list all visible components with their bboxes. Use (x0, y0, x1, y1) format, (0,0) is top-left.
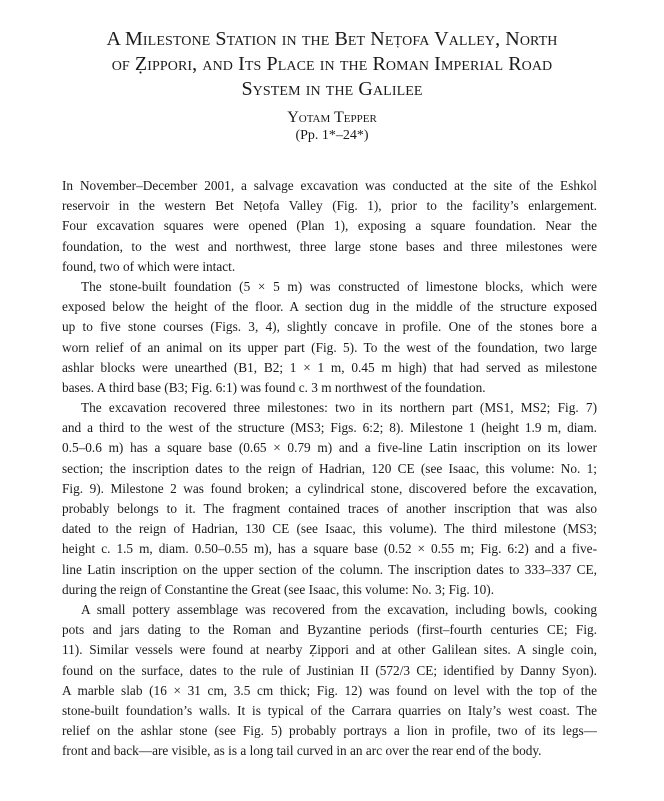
text-line: during the reign of Constantine the Great (see Isaac, this volume: No. 3; Fig. 10). (62, 581, 495, 597)
text-line: front and back—are visible, as is a long tail curved in an arc over the rear end of the body. (62, 743, 542, 759)
page-range: (Pp. 1*–24*) (295, 128, 369, 143)
text-line: Four excavation squares were opened (Plan 1), exposing a square foundation. Near the (62, 218, 597, 234)
article-body (62, 176, 597, 761)
text-line: found on the surface, dates to the rule of Justinian II (572/3 CE; identified by Danny Syon). (62, 662, 597, 678)
paragraph-1 (62, 176, 597, 277)
author-name: Yotam Tepper (287, 109, 377, 126)
text-line: up to five stone courses (Figs. 3, 4), slightly concave in profile. One of the stones bore a (62, 319, 597, 335)
text-line: A marble slab (16 × 31 cm, 3.5 cm thick; Fig. 12) was found on level with the top of the (62, 682, 597, 698)
text-line: bases. A third base (B3; Fig. 6:1) was found c. 3 m northwest of the foundation. (62, 379, 486, 395)
text-line: and a third to the west of the structure (MS3; Figs. 6:2; 8). Milestone 1 (height 1.9 m, diam. (62, 420, 597, 436)
text-line: line Latin inscription on the upper section of the column. The inscription dates to 333–337 CE, (62, 561, 597, 577)
text-line: height c. 1.5 m, diam. 0.50–0.55 m), has a square base (0.52 × 0.55 m; Fig. 6:2) and a five- (62, 541, 597, 557)
text-line: worn relief of an animal on its upper part (Fig. 5). To the west of the foundation, two large (62, 339, 597, 355)
text-line: A small pottery assemblage was recovered from the excavation, including bowls, cooking (81, 601, 597, 617)
paragraph-2 (62, 277, 597, 398)
text-line: In November–December 2001, a salvage excavation was conducted at the site of the Eshkol (62, 178, 597, 193)
text-line: The stone-built foundation (5 × 5 m) was constructed of limestone blocks, which were (81, 278, 597, 294)
text-line: reservoir in the western Bet Neṭofa Valley (Fig. 1), prior to the facility’s enlargement. (62, 198, 597, 214)
text-line: pots and jars dating to the Roman and Byzantine periods (first–fourth centuries CE; Fig. (62, 622, 597, 638)
text-line: found, two of which were intact. (62, 258, 236, 274)
paragraph-3 (62, 398, 597, 600)
text-line: foundation, to the west and northwest, three large stone bases and three milestones were (62, 238, 597, 254)
paragraph-4 (62, 600, 597, 762)
text-line: stone-built foundation’s walls. It is typical of the Carrara quarries on Italy’s west coast. The (62, 702, 597, 718)
text-line: 0.5–0.6 m) has a square base (0.65 × 0.79 m) and a five-line Latin inscription on its lower (62, 440, 597, 456)
text-line: probably belongs to it. The fragment contained traces of another inscription that was also (62, 501, 597, 516)
text-line: relief on the ashlar stone (see Fig. 5) probably portrays a lion in profile, two of its legs— (62, 723, 597, 739)
article-title (40, 27, 624, 102)
text-line: 11). Similar vessels were found at nearby Ẓippori and at other Galilean sites. A single coin, (62, 642, 597, 658)
text-line: The excavation recovered three milestones: two in its northern part (MS1, MS2; Fig. 7) (81, 400, 597, 416)
title-line: System in the Galilee (241, 78, 423, 100)
title-line: of Ẓippori, and Its Place in the Roman Imperial Road (111, 53, 553, 75)
text-line: Fig. 9). Milestone 2 was found broken; a cylindrical stone, discovered before the excavation, (62, 480, 597, 496)
title-line: A Milestone Station in the Bet Neṭofa Valley, North (106, 28, 558, 50)
text-line: section; the inscription dates to the reign of Hadrian, 120 CE (see Isaac, this volume: No. 1; (62, 460, 597, 476)
text-line: ashlar blocks were unearthed (B1, B2; 1 × 1 m, 0.45 m high) that had served as milestone (62, 359, 597, 375)
text-line: exposed below the height of the floor. A section dug in the middle of the structure exposed (62, 299, 597, 315)
text-line: dated to the reign of Hadrian, 130 CE (see Isaac, this volume). The third milestone (MS3; (62, 521, 597, 537)
